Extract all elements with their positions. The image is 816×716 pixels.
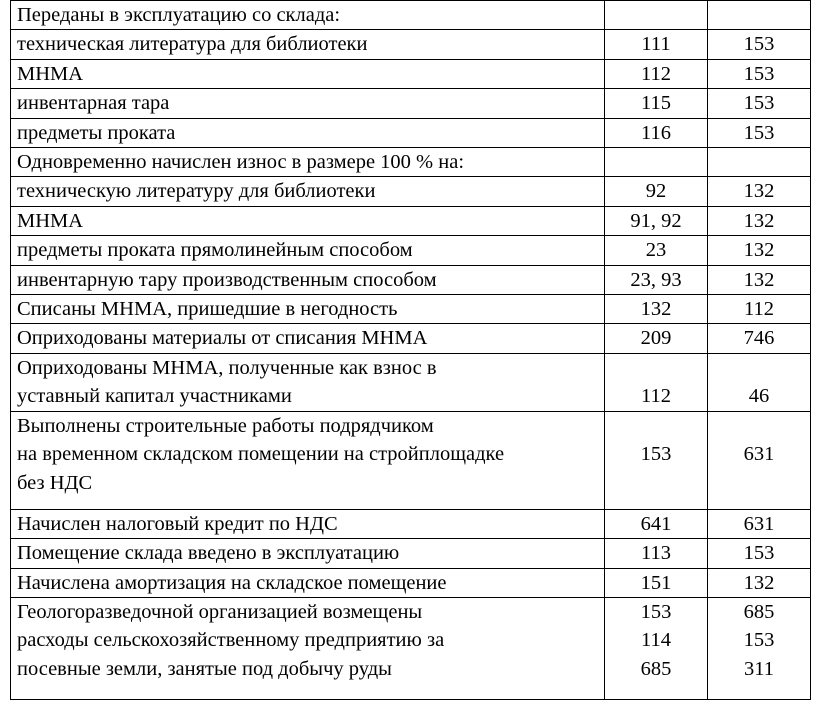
description-line: Помещение склада введено в эксплуатацию <box>17 542 400 565</box>
table-row <box>11 30 811 59</box>
debit-value: 151 <box>640 571 672 594</box>
table-row <box>11 236 811 265</box>
description-line: Одновременно начислен износ в размере 100 % на: <box>17 151 465 174</box>
debit-account <box>605 177 708 206</box>
debit-account <box>605 206 708 235</box>
description-line: Переданы в эксплуатацию со склада: <box>17 4 341 26</box>
description-line: Начислена амортизация на складское помещение <box>17 571 447 594</box>
debit-account <box>605 295 708 324</box>
credit-value: 311 <box>744 657 774 680</box>
credit-value: 631 <box>743 442 775 465</box>
credit-value: 132 <box>743 268 775 291</box>
credit-account <box>708 236 811 265</box>
credit-account <box>708 568 811 597</box>
operation-description <box>11 148 605 177</box>
description-line: техническую литературу для библиотеки <box>17 180 376 203</box>
operation-description <box>11 324 605 353</box>
credit-account <box>708 89 811 118</box>
description-line: Геологоразведочной организацией возмещены <box>17 600 423 623</box>
debit-value: 209 <box>640 327 672 350</box>
description-line: расходы сельскохозяйственному предприятию за <box>17 629 445 652</box>
description-line: без НДС <box>17 471 93 494</box>
debit-value: 112 <box>641 385 671 408</box>
debit-value: 111 <box>641 33 671 56</box>
debit-value: 115 <box>641 92 671 115</box>
operation-description <box>11 568 605 597</box>
table-row <box>11 597 811 699</box>
table-row <box>11 568 811 597</box>
operation-description <box>11 118 605 147</box>
table-row <box>11 539 811 568</box>
credit-account <box>708 30 811 59</box>
description-line: техническая литература для библиотеки <box>17 33 368 56</box>
credit-value: 153 <box>743 121 775 144</box>
debit-account <box>605 1 708 30</box>
debit-account <box>605 236 708 265</box>
table-row <box>11 509 811 538</box>
description-line: инвентарную тару производственным способом <box>17 268 437 291</box>
debit-value: 92 <box>645 180 667 203</box>
credit-value: 132 <box>743 239 775 262</box>
debit-account <box>605 148 708 177</box>
debit-value: 23, 93 <box>630 268 682 291</box>
debit-value: 685 <box>640 657 672 680</box>
debit-value: 23 <box>645 239 667 262</box>
table-row <box>11 148 811 177</box>
credit-account <box>708 177 811 206</box>
table-row <box>11 1 811 30</box>
debit-value: 116 <box>641 121 671 144</box>
table-row <box>11 295 811 324</box>
table-row <box>11 59 811 88</box>
credit-account <box>708 597 811 699</box>
credit-account <box>708 295 811 324</box>
operation-description <box>11 539 605 568</box>
description-line: посевные земли, занятые под добычу руды <box>17 657 392 680</box>
operation-description <box>11 206 605 235</box>
credit-value: 112 <box>744 298 774 321</box>
debit-account <box>605 539 708 568</box>
debit-account <box>605 89 708 118</box>
table-row <box>11 118 811 147</box>
description-line: уставный капитал участниками <box>17 385 292 408</box>
table-row <box>11 89 811 118</box>
table-row <box>11 353 811 411</box>
debit-value: 114 <box>641 629 671 652</box>
credit-value: 153 <box>743 542 775 565</box>
credit-account <box>708 324 811 353</box>
credit-value: 46 <box>748 385 770 408</box>
description-line: МНМА <box>17 209 84 232</box>
credit-value: 132 <box>743 180 775 203</box>
operation-description <box>11 30 605 59</box>
debit-value: 153 <box>640 600 672 623</box>
description-line: Оприходованы МНМА, полученные как взнос в <box>17 356 437 379</box>
credit-account <box>708 118 811 147</box>
description-line: предметы проката прямолинейным способом <box>17 239 413 262</box>
credit-account <box>708 59 811 88</box>
credit-account <box>708 148 811 177</box>
table-row <box>11 411 811 509</box>
description-line: инвентарная тара <box>17 92 170 115</box>
operation-description <box>11 89 605 118</box>
operation-description <box>11 411 605 509</box>
credit-value: 685 <box>743 600 775 623</box>
debit-account <box>605 324 708 353</box>
debit-account <box>605 59 708 88</box>
credit-value: 132 <box>743 209 775 232</box>
credit-account <box>708 353 811 411</box>
debit-account <box>605 411 708 509</box>
accounting-entries-table <box>10 0 811 700</box>
debit-value: 113 <box>641 542 671 565</box>
debit-account <box>605 118 708 147</box>
debit-account <box>605 568 708 597</box>
operation-description <box>11 236 605 265</box>
debit-value: 153 <box>640 442 672 465</box>
credit-account <box>708 206 811 235</box>
description-line: Начислен налоговый кредит по НДС <box>17 512 338 535</box>
description-line: Выполнены строительные работы подрядчиком <box>17 414 434 437</box>
credit-account <box>708 265 811 294</box>
debit-value: 91, 92 <box>630 209 682 232</box>
table-row <box>11 324 811 353</box>
operation-description <box>11 353 605 411</box>
credit-value: 153 <box>743 62 775 85</box>
table-row <box>11 206 811 235</box>
credit-value: 132 <box>743 571 775 594</box>
table-body <box>11 1 811 700</box>
description-line: Списаны МНМА, пришедшие в негодность <box>17 298 398 321</box>
credit-value: 153 <box>743 33 775 56</box>
debit-value: 132 <box>640 298 672 321</box>
description-line: на временном складском помещении на стройплощадке <box>17 443 505 466</box>
credit-value: 153 <box>743 92 775 115</box>
operation-description <box>11 59 605 88</box>
credit-value: 153 <box>743 629 775 652</box>
credit-value: 631 <box>743 512 775 535</box>
credit-value: 746 <box>743 327 775 350</box>
debit-account <box>605 597 708 699</box>
debit-value: 641 <box>640 512 672 535</box>
debit-account <box>605 265 708 294</box>
table-row <box>11 177 811 206</box>
operation-description <box>11 509 605 538</box>
operation-description <box>11 295 605 324</box>
operation-description <box>11 177 605 206</box>
debit-value: 112 <box>641 62 671 85</box>
credit-account <box>708 539 811 568</box>
operation-description <box>11 1 605 30</box>
debit-account <box>605 509 708 538</box>
description-line: предметы проката <box>17 121 176 144</box>
credit-account <box>708 411 811 509</box>
debit-account <box>605 353 708 411</box>
operation-description <box>11 597 605 699</box>
credit-account <box>708 509 811 538</box>
credit-account <box>708 1 811 30</box>
table-row <box>11 265 811 294</box>
debit-account <box>605 30 708 59</box>
description-line: Оприходованы материалы от списания МНМА <box>17 327 428 350</box>
operation-description <box>11 265 605 294</box>
description-line: МНМА <box>17 62 84 85</box>
